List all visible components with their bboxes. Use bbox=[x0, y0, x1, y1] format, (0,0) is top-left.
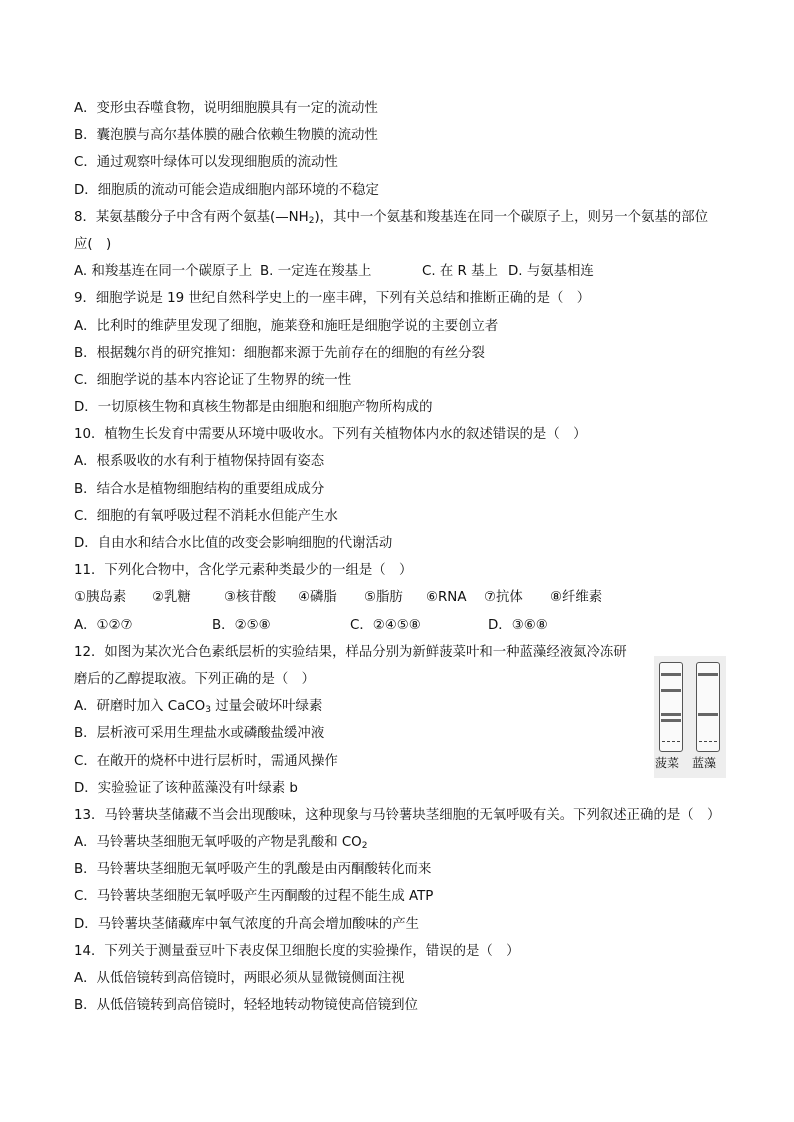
q14-stem: 14．下列关于测量蚕豆叶下表皮保卫细胞长度的实验操作，错误的是（ ） bbox=[74, 943, 520, 959]
pigment-band bbox=[661, 673, 681, 676]
q9-option-d: D．一切原核生物和真核生物都是由细胞和细胞产物所构成的 bbox=[74, 400, 433, 416]
q9-stem: 9．细胞学说是 19 世纪自然科学史上的一座丰碑，下列有关总结和推断正确的是（ ） bbox=[74, 291, 591, 307]
spinach-paper-strip bbox=[659, 662, 683, 752]
q12-option-d: D．实验验证了该种蓝藻没有叶绿素 b bbox=[74, 780, 298, 796]
q12-option-b: B．层析液可采用生理盐水或磷酸盐缓冲液 bbox=[74, 726, 325, 742]
q12-stem-line2: 磨后的乙醇提取液。下列正确的是（ ） bbox=[74, 671, 316, 687]
q14-option-b: B．从低倍镜转到高倍镜时，轻轻地转动物镜使高倍镜到位 bbox=[74, 998, 418, 1014]
chromatography-figure bbox=[654, 656, 726, 778]
q11-item: ②乳糖 bbox=[152, 590, 191, 606]
q13-option-a: A．马铃薯块茎细胞无氧呼吸的产物是乳酸和 $CO_2$ bbox=[74, 835, 368, 852]
q10-option-a: A．根系吸收的水有利于植物保持固有姿态 bbox=[74, 454, 325, 470]
q13-option-d: D．马铃薯块茎储藏库中氧气浓度的升高会增加酸味的产生 bbox=[74, 916, 420, 932]
q14-option-a: A．从低倍镜转到高倍镜时，两眼必须从显微镜侧面注视 bbox=[74, 971, 405, 986]
q11-item: ⑤脂肪 bbox=[364, 590, 403, 606]
q11-option-c: C．②④⑤⑧ bbox=[350, 617, 421, 633]
cyanobacteria-label: 蓝藻 bbox=[692, 756, 717, 770]
q10-option-d: D．自由水和结合水比值的改变会影响细胞的代谢活动 bbox=[74, 536, 393, 551]
q11-item: ⑦抗体 bbox=[484, 590, 523, 606]
cyanobacteria-paper-strip bbox=[696, 662, 720, 752]
pigment-band bbox=[698, 713, 718, 716]
q7-option-b: B．囊泡膜与高尔基体膜的融合依赖生物膜的流动性 bbox=[74, 128, 378, 144]
q13-stem: 13．马铃薯块茎储藏不当会出现酸味，这种现象与马铃薯块茎细胞的无氧呼吸有关。下列叙述正确的是（ ） bbox=[74, 807, 721, 823]
q10-option-c: C．细胞的有氧呼吸过程不消耗水但能产生水 bbox=[74, 508, 338, 524]
q8-option-d: D. 与氨基相连 bbox=[508, 264, 594, 280]
q8-option-a: A. 和羧基连在同一个碳原子上 bbox=[74, 264, 253, 280]
q11-item: ⑧纤维素 bbox=[550, 590, 603, 606]
q12-option-a: A．研磨时加入 CaCO$_3$ 过量会破坏叶绿素 bbox=[74, 699, 323, 716]
q8-options bbox=[74, 258, 724, 285]
q12-stem-line1: 12．如图为某次光合色素纸层析的实验结果，样品分别为新鲜菠菜叶和一种蓝藻经液氮冷冻研 bbox=[74, 644, 627, 660]
question-content bbox=[74, 95, 724, 1019]
q12-option-c: C．在敞开的烧杯中进行层析时，需通风操作 bbox=[74, 753, 338, 769]
q11-option-d: D．③⑥⑧ bbox=[488, 617, 548, 633]
pigment-band bbox=[661, 689, 681, 692]
q9-option-a: A．比利时的维萨里发现了细胞，施莱登和施旺是细胞学说的主要创立者 bbox=[74, 318, 499, 334]
q8-stem-line1: 8．某氨基酸分子中含有两个氨基$(—NH_2)$，其中一个氨基和羧基连在同一个碳原子上，则另一个氨基的部位 bbox=[74, 209, 708, 226]
q8-option-c: C. 在 R 基上 bbox=[422, 264, 498, 280]
pigment-band bbox=[661, 713, 681, 716]
origin-line bbox=[699, 741, 717, 742]
q9-option-b: B．根据魏尔肖的研究推知：细胞都来源于先前存在的细胞的有丝分裂 bbox=[74, 345, 485, 361]
q7-option-c: C．通过观察叶绿体可以发现细胞质的流动性 bbox=[74, 155, 338, 171]
q11-option-b: B．②⑤⑧ bbox=[212, 617, 271, 633]
q8-stem-line2: 应( ) bbox=[74, 236, 112, 252]
q11-options bbox=[74, 612, 724, 639]
q7-option-d: D．细胞质的流动可能会造成细胞内部环境的不稳定 bbox=[74, 182, 379, 198]
q11-item: ③核苷酸 bbox=[224, 590, 277, 606]
q11-option-a: A．①②⑦ bbox=[74, 617, 133, 633]
q11-stem: 11．下列化合物中，含化学元素种类最少的一组是（ ） bbox=[74, 563, 413, 579]
q10-option-b: B．结合水是植物细胞结构的重要组成成分 bbox=[74, 481, 325, 497]
q8-option-b: B. 一定连在羧基上 bbox=[260, 264, 372, 280]
q9-option-c: C．细胞学说的基本内容论证了生物界的统一性 bbox=[74, 372, 352, 388]
q10-stem: 10．植物生长发育中需要从环境中吸收水。下列有关植物体内水的叙述错误的是（ ） bbox=[74, 427, 587, 443]
q13-option-b: B．马铃薯块茎细胞无氧呼吸产生的乳酸是由丙酮酸转化而来 bbox=[74, 862, 432, 878]
spinach-label: 菠菜 bbox=[655, 756, 680, 770]
pigment-band bbox=[698, 673, 718, 676]
q11-item: ④磷脂 bbox=[298, 590, 337, 606]
q11-item: ⑥RNA bbox=[426, 590, 467, 606]
q7-option-a: A．变形虫吞噬食物，说明细胞膜具有一定的流动性 bbox=[74, 101, 378, 116]
q13-option-c: C．马铃薯块茎细胞无氧呼吸产生丙酮酸的过程不能生成 ATP bbox=[74, 889, 434, 905]
pigment-band bbox=[661, 719, 681, 722]
origin-line bbox=[662, 741, 680, 742]
q11-item: ①胰岛素 bbox=[74, 590, 127, 606]
q11-compounds bbox=[74, 584, 724, 611]
